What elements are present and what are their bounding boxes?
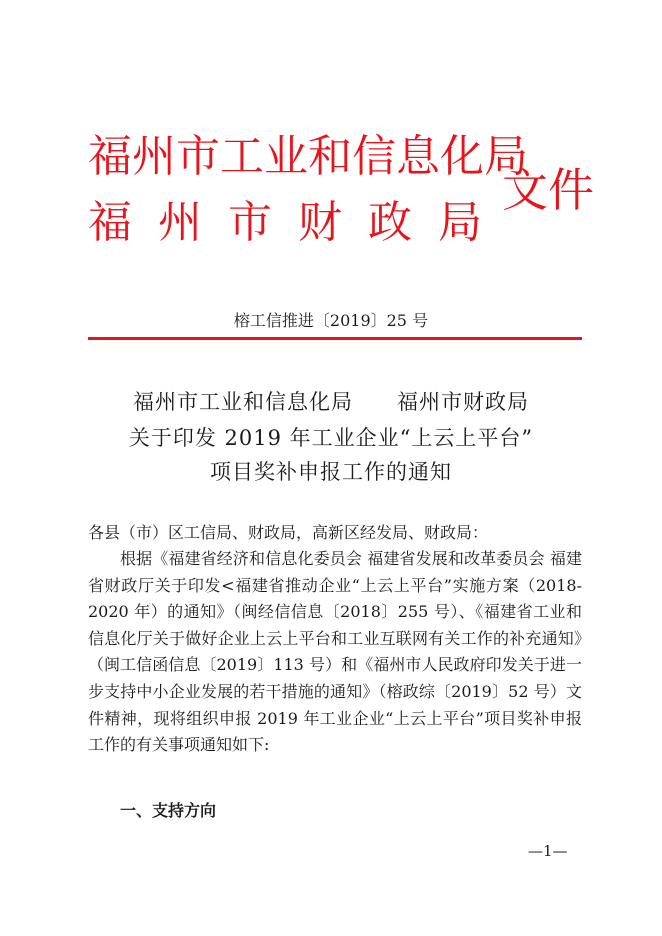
body-paragraph: 根据《福建省经济和信息化委员会 福建省发展和改革委员会 福建省财政厅关于印发<福建省推动企业“上云上平台”实施方案（2018-2020 年）的通知》（闽经信信息〔2018〕255 号）、《福建省工业和信息化厅关于做好企业上云上平台和工业互联网有关工作的补充通知》（闽工信函信息〔2019〕113 号）和《福州市人民政府印发关于进一步支持中小企业发展的若干措施的通知》（榕政综〔2019〕52 号）文件精神，现将组织申报 2019 年工业企业“上云上平台”项目奖补申报工作的有关事项通知如下: [88, 549, 582, 755]
salutation: 各县（市）区工信局、财政局，高新区经发局、财政局： [88, 523, 489, 542]
red-divider-line [88, 337, 582, 340]
section-heading: 一、支持方向 [120, 801, 217, 820]
page-number: —1— [528, 842, 568, 860]
document-number: 榕工信推进〔2019〕25 号 [233, 311, 429, 330]
title-issuer-b: 福州市财政局 [397, 390, 529, 414]
title-line-1 [0, 386, 662, 416]
title-line-2: 关于印发 2019 年工业企业“上云上平台” [128, 426, 534, 450]
title-line-3: 项目奖补申报工作的通知 [210, 460, 452, 484]
title-issuer-a: 福州市工业和信息化局 [133, 390, 353, 414]
document-type-word: 文件 [502, 163, 594, 217]
issuer-line-2: 福州市财政局 [88, 197, 508, 248]
issuer-line-1: 福州市工业和信息化局 [88, 131, 528, 182]
